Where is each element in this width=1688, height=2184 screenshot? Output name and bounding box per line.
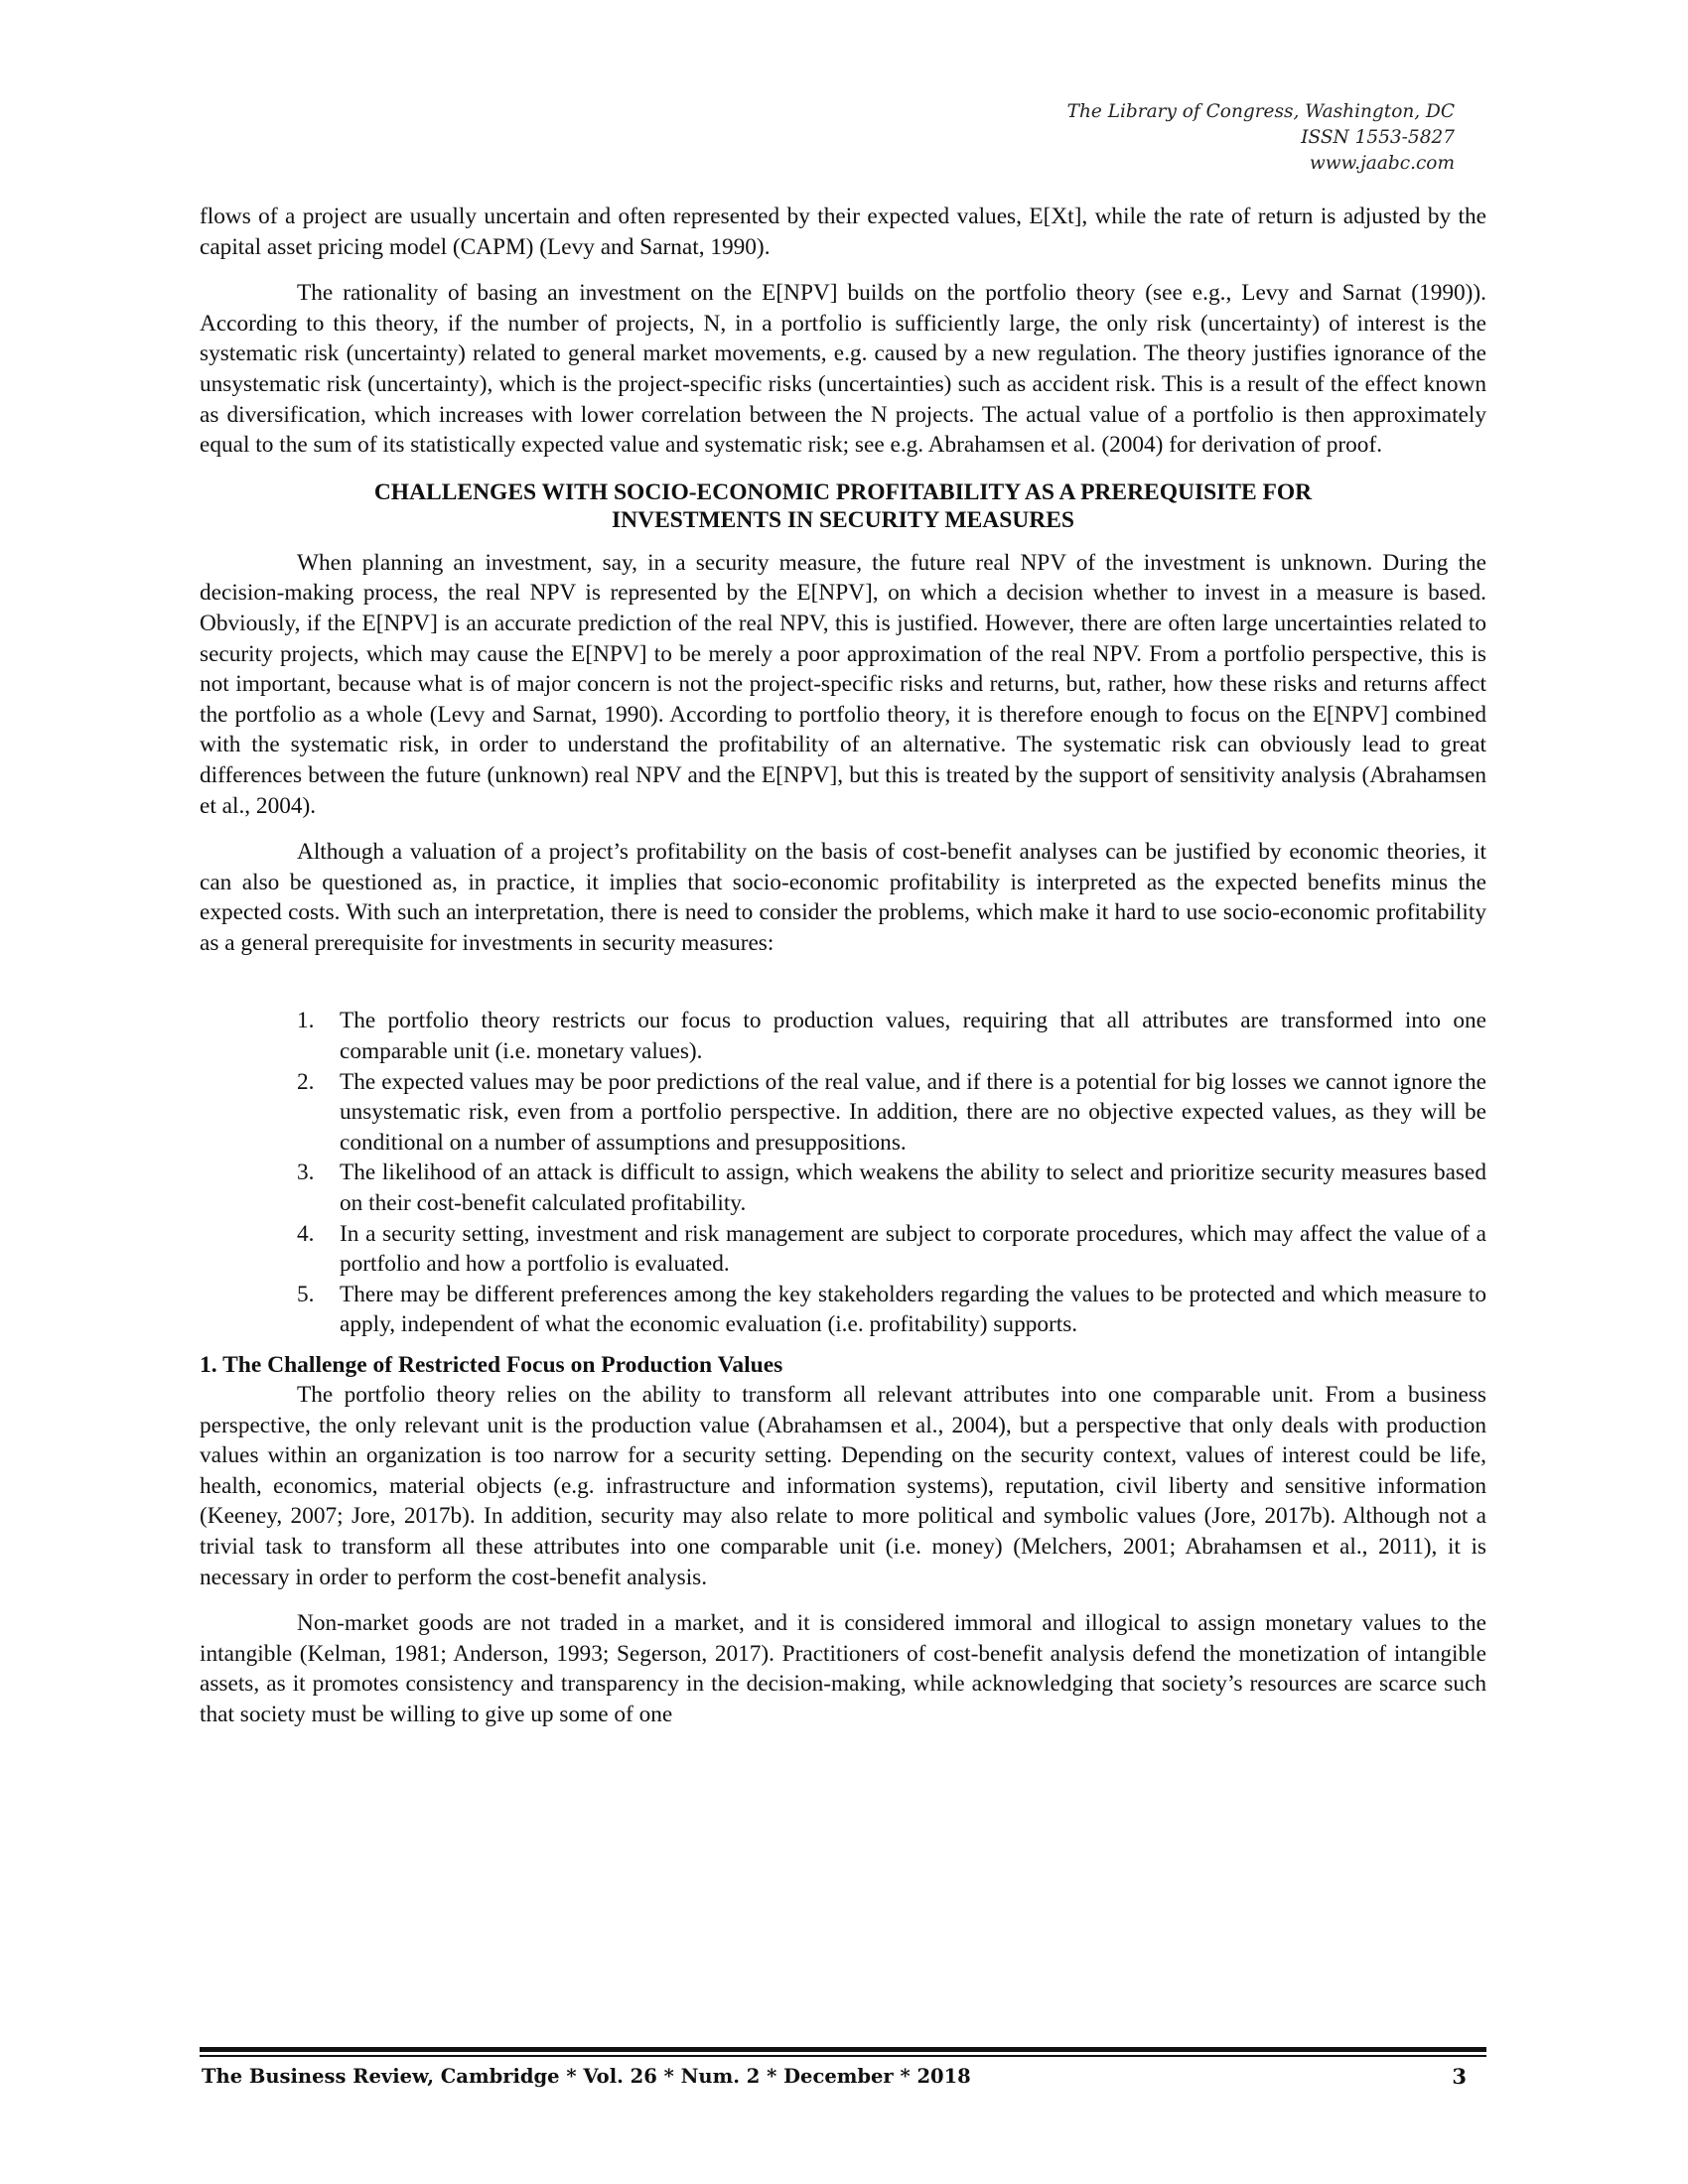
paragraph-non-market-goods: Non-market goods are not traded in a market, and it is considered immoral and illogical to assign monetary values to the intangible (Kelman, 1981; Anderson, 1993; Segerson, 2017). Practitioners of cost-benefit analysis defend the monetization of intangible assets, as it promotes consistency and transparency in the decision-making, while acknowledging that society’s resources are scarce such that society must be willing to give up some of one bbox=[200, 1610, 1486, 1727]
paragraph-continued: flows of a project are usually uncertain and often represented by their expected values, E[Xt], while the rate of return is adjusted by the capital asset pricing model (CAPM) (Levy and Sarnat, 1990). bbox=[200, 204, 1486, 260]
list-item-number: 3. bbox=[297, 1160, 315, 1186]
challenges-list bbox=[200, 1006, 1486, 1340]
list-item-text: The portfolio theory restricts our focus to production values, requiring that all attributes are transformed into one comparable unit (i.e. monetary values). bbox=[340, 1008, 1486, 1065]
header-website-line: www.jaabc.com bbox=[1309, 153, 1455, 174]
header-library-line: The Library of Congress, Washington, DC bbox=[1066, 101, 1455, 122]
list-item bbox=[297, 1067, 1486, 1159]
paragraph-valuation: Although a valuation of a project’s profitability on the basis of cost-benefit analyses can be justified by economic theories, it can also be questioned as, in practice, it implies that socio-economic profitability is interpreted as the expected benefits minus the expected costs. With such an interpretation, there is need to consider the problems, which make it hard to use socio-economic profitability as a general prerequisite for investments in security measures: bbox=[200, 839, 1486, 956]
footer-rule-thick bbox=[200, 2047, 1486, 2052]
footer-rule-thin bbox=[200, 2055, 1486, 2057]
section-heading-line-1: CHALLENGES WITH SOCIO-ECONOMIC PROFITABILITY AS A PREREQUISITE FOR bbox=[373, 478, 1313, 505]
footer-journal-citation: The Business Review, Cambridge * Vol. 26 * Num. 2 * December * 2018 bbox=[202, 2065, 971, 2088]
list-item bbox=[297, 1219, 1486, 1280]
paragraph-portfolio-theory: The rationality of basing an investment on the E[NPV] builds on the portfolio theory (see e.g., Levy and Sarnat (1990)). According to this theory, if the number of projects, N, in a portfolio is sufficiently large, the only risk (uncertainty) of interest is the systematic risk (uncertainty) related to general market movements, e.g. caused by a new regulation. The theory justifies ignorance of the unsystematic risk (uncertainty), which is the project-specific risks (uncertainties) such as accident risk. This is a result of the effect known as diversification, which increases with lower correlation between the N projects. The actual value of a portfolio is then approximately equal to the sum of its statistically expected value and systematic risk; see e.g. Abrahamsen et al. (2004) for derivation of proof. bbox=[200, 280, 1486, 459]
header-issn-line: ISSN 1553-5827 bbox=[1301, 127, 1455, 148]
subsection-heading: 1. The Challenge of Restricted Focus on Production Values bbox=[200, 1352, 783, 1378]
paragraph-planning-investment: When planning an investment, say, in a security measure, the future real NPV of the investment is unknown. During the decision-making process, the real NPV is represented by the E[NPV], on which a decision whether to invest in a measure is based. Obviously, if the E[NPV] is an accurate prediction of the real NPV, this is justified. However, there are often large uncertainties related to security projects, which may cause the E[NPV] to be merely a poor approximation of the real NPV. From a portfolio perspective, this is not important, because what is of major concern is not the project-specific risks and returns, but, rather, how these risks and returns affect the portfolio as a whole (Levy and Sarnat, 1990). According to portfolio theory, it is therefore enough to focus on the E[NPV] combined with the systematic risk, in order to understand the profitability of an alternative. The systematic risk can obviously lead to great differences between the future (unknown) real NPV and the E[NPV], but this is treated by the support of sensitivity analysis (Abrahamsen et al., 2004). bbox=[200, 549, 1486, 819]
page-number: 3 bbox=[1452, 2064, 1467, 2089]
paragraph-production-values: The portfolio theory relies on the ability to transform all relevant attributes into one comparable unit. From a business perspective, the only relevant unit is the production value (Abrahamsen et al., 2004), but a perspective that only deals with production values within an organization is too narrow for a security setting. Depending on the security context, values of interest could be life, health, economics, material objects (e.g. infrastructure and information systems), reputation, civil liberty and sensitive information (Keeney, 2007; Jore, 2017b). In addition, security may also relate to more political and symbolic values (Jore, 2017b). Although not a trivial task to transform all these attributes into one comparable unit (i.e. money) (Melchers, 2001; Abrahamsen et al., 2011), it is necessary in order to perform the cost-benefit analysis. bbox=[200, 1382, 1486, 1590]
list-item-text: The likelihood of an attack is difficult to assign, which weakens the ability to select and prioritize security measures based on their cost-benefit calculated profitability. bbox=[340, 1160, 1486, 1217]
section-heading bbox=[229, 478, 1457, 534]
list-item-number: 1. bbox=[297, 1008, 315, 1034]
list-item-number: 4. bbox=[297, 1220, 315, 1247]
list-item bbox=[297, 1280, 1486, 1340]
list-item-text: The expected values may be poor predictions of the real value, and if there is a potential for big losses we cannot ignore the unsystematic risk, even from a portfolio perspective. In addition, there are no objective expected values, as they will be conditional on a number of assumptions and presuppositions. bbox=[340, 1068, 1486, 1156]
list-item bbox=[297, 1006, 1486, 1066]
list-item bbox=[297, 1158, 1486, 1218]
list-item-number: 2. bbox=[297, 1068, 315, 1095]
section-heading-line-2: INVESTMENTS IN SECURITY MEASURES bbox=[612, 506, 1074, 533]
list-item-number: 5. bbox=[297, 1281, 315, 1307]
running-header bbox=[1067, 99, 1455, 177]
body-text bbox=[200, 202, 1486, 1730]
list-item-text: In a security setting, investment and risk management are subject to corporate procedures, which may affect the value of a portfolio and how a portfolio is evaluated. bbox=[340, 1220, 1486, 1278]
list-item-text: There may be different preferences among the key stakeholders regarding the values to be protected and which measure to apply, independent of what the economic evaluation (i.e. profitability) supports. bbox=[340, 1281, 1486, 1338]
